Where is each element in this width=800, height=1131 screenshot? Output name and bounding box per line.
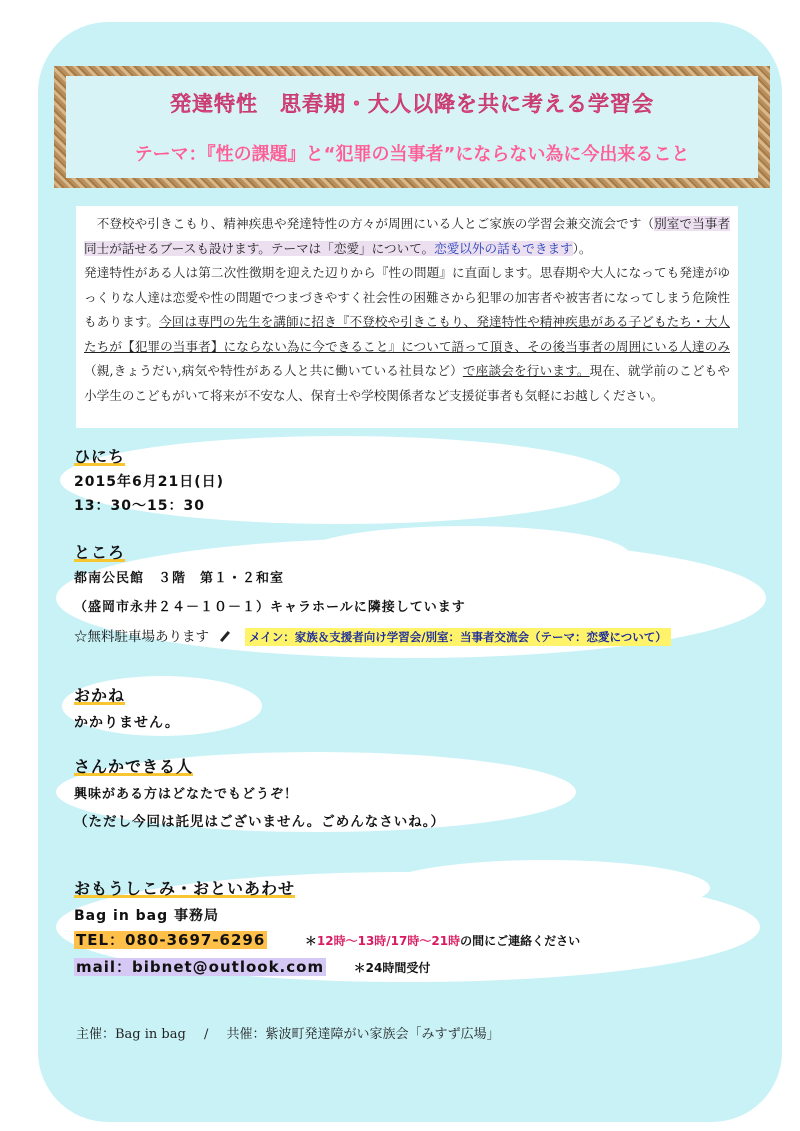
- header-banner: [54, 66, 770, 188]
- intro-paragraph-2: [84, 261, 730, 408]
- place-heading: ところ: [74, 543, 126, 562]
- phone-hours-text: の間にご連絡ください: [460, 934, 581, 948]
- event-theme: テーマ：『性の課題』と“犯罪の当事者”にならない為に今出来ること: [134, 144, 690, 165]
- intro-text: （親,きょうだい,病気や特性がある人と共に働いている社員など）: [84, 363, 463, 378]
- contact-heading: おもうしこみ・おといあわせ: [74, 879, 296, 898]
- separator: /: [203, 1027, 209, 1042]
- cloud-decoration: [230, 456, 400, 512]
- fee-text: かかりません。: [74, 715, 180, 731]
- intro-blue-text: 恋愛以外の話もできます: [434, 240, 573, 256]
- intro-underlined-text: で座談会を行います。: [462, 363, 590, 378]
- mail-hours: ＊24時間受付: [353, 961, 431, 975]
- intro-text: 不登校や引きこもり、精神疾患や発達特性の方々が周囲にいる人とご家族の学習会兼交流会です（: [96, 216, 655, 231]
- session-note: メイン：家族＆支援者向け学習会/別室：当事者交流会（テーマ：恋愛について）: [245, 628, 671, 646]
- footer-credits: [76, 1023, 500, 1042]
- co-host: 共催：紫波町発達障がい家族会「みすず広場」: [226, 1027, 500, 1042]
- event-date: 2015年6月21日(日): [74, 474, 224, 490]
- phone-number[interactable]: TEL：080-3697-6296: [76, 931, 266, 949]
- place-section: [74, 540, 671, 645]
- pencil-icon: [220, 631, 230, 642]
- venue-address: （盛岡市永井２４－１０－１）キャラホールに隣接しています: [74, 600, 466, 615]
- phone-hours-times: 12時～13時/17時～21時: [316, 934, 461, 948]
- parking-info: ☆無料駐車場あります: [74, 629, 209, 645]
- fee-heading: おかね: [74, 686, 126, 705]
- intro-underlined-text: 今回は専門の先生を講師に招き『不登校や引きこもり、発達特性や精神疾患がある子どもたち・大人たちが【犯罪の当事者】にならない為に今できること』について語って頂き、その後当事者の周囲にいる人達のみ: [84, 314, 730, 354]
- intro-highlight: 別室で当事者同士が話せるブースも設けます。テーマは「恋愛」について。: [84, 216, 731, 256]
- parking-row: [74, 625, 671, 645]
- venue-name: 都南公民館 ３階 第１・２和室: [74, 571, 285, 586]
- host: 主催：Bag in bag: [76, 1027, 186, 1042]
- childcare-note: （ただし今回は託児はございません。ごめんなさいね。）: [74, 814, 446, 830]
- email-address[interactable]: mail：bibnet@outlook.com: [76, 958, 325, 976]
- organizer-name: Bag in bag 事務局: [74, 908, 220, 924]
- mail-row: [74, 956, 580, 977]
- event-title: 発達特性 思春期・大人以降を共に考える学習会: [170, 92, 654, 116]
- intro-text: 現在、就学前のこどもや小学生のこどもがいて将来が不安な人、保育士や学校関係者など支援従事者も気軽にお越しください。: [84, 363, 731, 403]
- intro-text: ）。: [572, 240, 592, 256]
- phone-row: [74, 929, 580, 950]
- header-inner: [66, 76, 758, 178]
- event-time: 13：30～15：30: [74, 498, 205, 514]
- participants-section: [74, 754, 445, 830]
- intro-text: 発達特性がある人は第二次性徴期を迎えた辺りから『性の問題』に直面します。思春期や大人になっても発達がゆっくりな人達は恋愛や性の問題でつまづきやすく社会性の困難さから犯罪の加害者や被害者になってしまう危険性もあります。: [84, 265, 730, 329]
- date-heading: ひにち: [74, 447, 126, 466]
- intro-text-box: [76, 206, 738, 428]
- intro-paragraph-1: [84, 212, 730, 261]
- participants-text: 興味がある方はどなたでもどうぞ！: [74, 787, 299, 802]
- fee-section: [74, 683, 180, 732]
- date-section: [74, 444, 224, 515]
- asterisk: ＊: [304, 934, 317, 948]
- contact-section: [74, 876, 580, 977]
- phone-hours: [305, 934, 580, 948]
- participants-heading: さんかできる人: [74, 757, 194, 776]
